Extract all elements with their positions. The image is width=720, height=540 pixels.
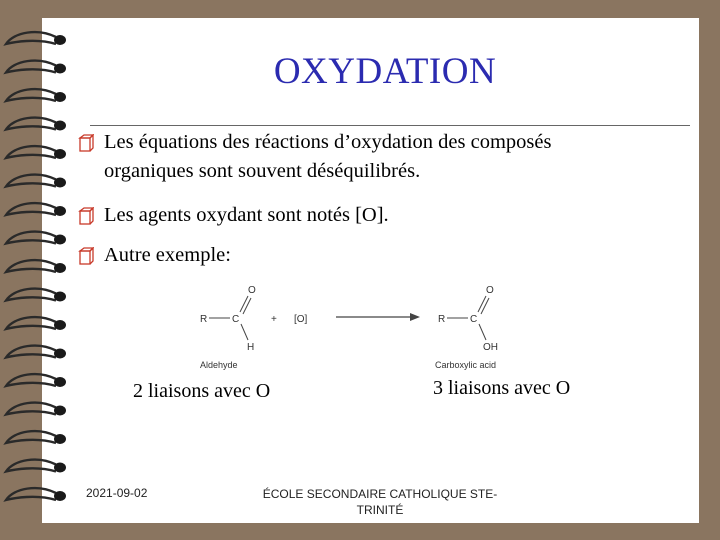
spiral-ring	[6, 317, 56, 329]
spiral-ring	[6, 232, 56, 244]
spiral-ring	[6, 175, 56, 187]
binding-hole	[54, 292, 66, 302]
acid-oh-label: OH	[483, 342, 498, 353]
binding-hole	[54, 320, 66, 330]
spiral-ring	[6, 289, 56, 301]
bullet-3	[78, 241, 664, 270]
aldehyde-h-label: H	[247, 342, 255, 353]
bullet-1-line1: Les équations des réactions d’oxydation des composés	[104, 131, 552, 153]
spiral-ring	[6, 260, 56, 272]
binding-hole	[54, 178, 66, 188]
bullet-2	[78, 201, 664, 230]
spiral-ring	[6, 488, 56, 500]
binding-hole	[54, 235, 66, 245]
footer-school-line2: TRINITÉ	[356, 503, 404, 517]
reaction-diagram	[190, 278, 530, 373]
bullet-marker-icon	[78, 241, 104, 270]
bullet-1-line2: organiques sont souvent déséquilibrés.	[104, 160, 421, 182]
spiral-ring	[6, 61, 56, 73]
bullet-1	[78, 128, 664, 186]
spiral-ring	[6, 460, 56, 472]
oxidant-label: [O]	[294, 314, 308, 325]
spiral-ring	[6, 346, 56, 358]
title-divider	[90, 125, 690, 126]
bullet-2-text: Les agents oxydant sont notés [O].	[104, 204, 389, 226]
spiral-ring	[6, 32, 56, 44]
footer-school-line1: ÉCOLE SECONDAIRE CATHOLIQUE STE-	[262, 487, 498, 501]
spiral-binding	[0, 0, 80, 540]
binding-hole	[54, 406, 66, 416]
caption-aldehyde: 2 liaisons avec O	[133, 380, 271, 402]
acid-name: Carboxylic acid	[435, 360, 497, 370]
binding-hole	[54, 121, 66, 131]
acid-c-label: C	[470, 314, 478, 325]
slide-page	[42, 18, 699, 523]
binding-hole	[54, 35, 66, 45]
aldehyde-o-label: O	[248, 285, 256, 296]
plus-sign: +	[271, 314, 277, 325]
bullet-marker-icon	[78, 128, 104, 186]
spiral-ring	[6, 118, 56, 130]
spiral-ring	[6, 403, 56, 415]
spiral-ring	[6, 374, 56, 386]
spiral-ring	[6, 89, 56, 101]
acid-o-label: O	[486, 285, 494, 296]
aldehyde-r-label: R	[200, 314, 208, 325]
spiral-ring	[6, 431, 56, 443]
spiral-ring	[6, 146, 56, 158]
binding-hole	[54, 463, 66, 473]
binding-hole	[54, 491, 66, 501]
binding-hole	[54, 377, 66, 387]
footer-date: 2021-09-02	[86, 486, 148, 500]
binding-hole	[54, 349, 66, 359]
binding-hole	[54, 206, 66, 216]
binding-hole	[54, 64, 66, 74]
footer-school	[240, 486, 520, 518]
spiral-ring	[6, 203, 56, 215]
aldehyde-name: Aldehyde	[200, 360, 238, 370]
acid-r-label: R	[438, 314, 446, 325]
aldehyde-c-label: C	[232, 314, 240, 325]
bullet-marker-icon	[78, 201, 104, 230]
caption-acid: 3 liaisons avec O	[433, 377, 571, 399]
binding-hole	[54, 149, 66, 159]
slide-title: OXYDATION	[273, 51, 497, 92]
binding-hole	[54, 434, 66, 444]
binding-hole	[54, 92, 66, 102]
binding-hole	[54, 263, 66, 273]
bullet-3-text: Autre exemple:	[104, 244, 231, 266]
